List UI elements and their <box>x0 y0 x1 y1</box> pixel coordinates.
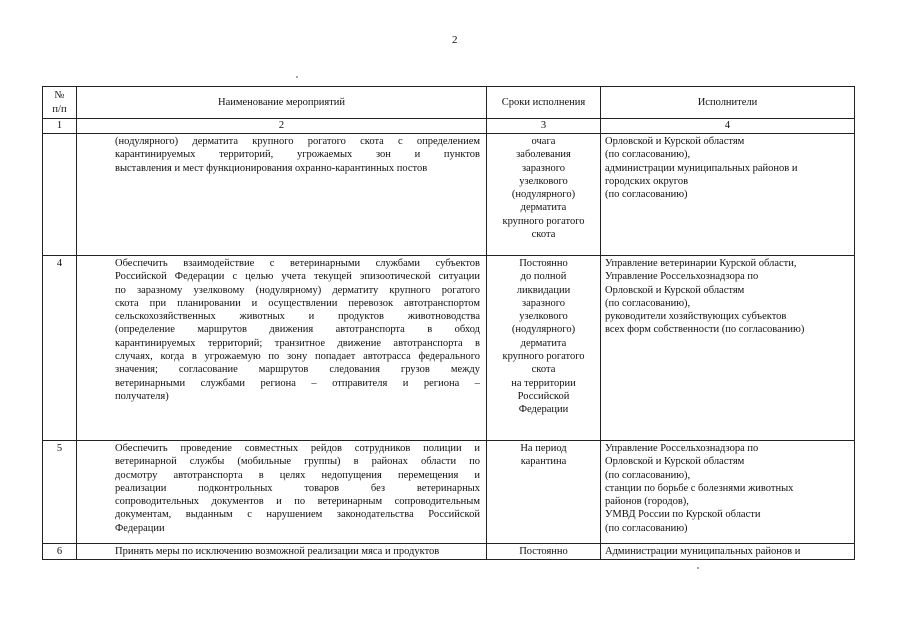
deadline-text-line: Федерации <box>518 404 569 416</box>
executors-text <box>601 134 855 256</box>
executors-text-line: (по согласованию), <box>605 149 691 161</box>
table-row <box>43 256 855 441</box>
executors-text-line: (по согласованию) <box>605 522 688 534</box>
measure-text-line: досмотру автотранспорта в целях недопущения перемещения и <box>115 469 480 481</box>
deadline-text <box>487 441 601 544</box>
executors-text <box>601 441 855 544</box>
executors-text-line: Орловской и Курской областям <box>605 284 745 296</box>
executors-text-line: всех форм собственности (по согласованию) <box>605 324 805 336</box>
scan-speck <box>296 76 298 78</box>
header-num <box>43 87 77 119</box>
row-number: 5 <box>43 441 77 544</box>
header-exec: Исполнители <box>601 87 855 119</box>
deadline-text-line: скота <box>531 229 556 241</box>
deadline-text-line: узелкового <box>519 175 568 187</box>
table-row <box>43 134 855 256</box>
measure-text-line: Принять меры по исключению возможной реализации мяса и продуктов <box>115 546 440 557</box>
executors-text-line: (по согласованию), <box>605 297 691 309</box>
measure-text-line: Российской Федерации с целью учета текущей эпизоотической ситуации <box>115 271 480 283</box>
measure-text-line: реализации подконтрольных товаров без ветеринарных <box>115 482 480 494</box>
measure-text <box>77 256 487 441</box>
executors-text-line: руководители хозяйствующих субъектов <box>605 311 787 323</box>
measure-text-line: скота при планировании и осуществлении перевозок автотранспортом <box>115 297 480 309</box>
header-num-line1: № <box>54 90 65 102</box>
measure-text-line: карантинируемых территорий; транзитное движение автотранспорта в <box>115 337 480 349</box>
executors-text-line: (по согласованию), <box>605 469 691 481</box>
measure-text-line: Федерации <box>115 522 165 534</box>
executors-text-line: Управление Россельхознадзора по <box>605 271 759 283</box>
executors-text-line: станции по борьбе с болезнями животных <box>605 482 794 494</box>
measure-text-line: ветеринарными службами региона – отправителя и региона – <box>115 377 480 389</box>
executors-text-line: (по согласованию) <box>605 189 688 201</box>
executors-text-line: районов (городов), <box>605 496 689 508</box>
executors-text <box>601 544 855 560</box>
deadline-text <box>487 256 601 441</box>
measure-text-line: Обеспечить проведение совместных рейдов сотрудников полиции и <box>115 443 480 454</box>
measure-text-line: документам, выданным с нарушением законодательства Российской <box>115 509 480 521</box>
measure-text-line: Обеспечить взаимодействие с ветеринарными службами субъектов <box>115 258 480 269</box>
measures-table <box>42 86 855 560</box>
measure-text-line: случаях, когда в угрожаемую по зону попадает автотрасса федерального <box>115 351 480 363</box>
executors-text-line: УМВД России по Курской области <box>605 509 761 521</box>
measure-text-line: значения; согласование маршрутов следования грузов между <box>115 364 480 376</box>
deadline-text-line: дерматита <box>520 337 567 349</box>
header-name: Наименование мероприятий <box>77 87 487 119</box>
deadline-text-line: на территории <box>511 377 576 389</box>
table-row <box>43 544 855 560</box>
executors-text-line: городских округов <box>605 175 689 187</box>
measure-text-line: ветеринарной службы (мобильные группы) в районах области по <box>115 456 480 468</box>
deadline-text-line: (нодулярного) <box>511 189 576 201</box>
deadline-text-line: до полной <box>520 271 567 283</box>
deadline-text-line: заразного <box>521 297 566 309</box>
column-number: 2 <box>77 119 487 134</box>
deadline-text-line: очага <box>531 136 556 147</box>
deadline-text-line: На период <box>520 443 567 454</box>
measure-text-line: сопроводительных документов и по ветеринарным сопроводительным <box>115 496 480 508</box>
executors-text-line: Управление ветеринарии Курской области, <box>605 258 797 269</box>
column-number-row <box>43 119 855 134</box>
deadline-text-line: карантина <box>520 456 567 468</box>
measure-text-line: карантинируемых территорий, угрожаемых зон и пунктов <box>115 149 480 161</box>
executors-text-line: Орловской и Курской областям <box>605 136 745 147</box>
page-number: 2 <box>452 34 458 46</box>
measure-text-line: выставления и мест функционирования охранно-карантинных постов <box>115 162 428 174</box>
table-header-row <box>43 87 855 119</box>
row-number <box>43 134 77 256</box>
scan-speck <box>697 567 699 569</box>
deadline-text-line: скота <box>531 364 556 376</box>
executors-text-line: администрации муниципальных районов и <box>605 162 798 174</box>
executors-text-line: Управление Россельхознадзора по <box>605 443 759 454</box>
measure-text <box>77 544 487 560</box>
measure-text-line: сельскохозяйственных животных и продуктов животноводства <box>115 311 480 323</box>
measure-text <box>77 134 487 256</box>
deadline-text-line: крупного рогатого <box>502 351 585 363</box>
measure-text-line: (определение маршрутов движения автотранспорта в обход <box>115 324 480 336</box>
deadline-text-line: заболевания <box>516 149 571 161</box>
header-num-line2: п/п <box>52 103 67 115</box>
column-number: 3 <box>487 119 601 134</box>
deadline-text-line: (нодулярного) <box>511 324 576 336</box>
deadline-text-line: дерматита <box>520 202 567 214</box>
measure-text-line: (нодулярного) дерматита крупного рогатого скота с определением <box>115 136 480 147</box>
deadline-text-line: узелкового <box>519 311 568 323</box>
deadline-text-line: заразного <box>521 162 566 174</box>
executors-text-line: Администрации муниципальных районов и <box>605 546 801 557</box>
table-row <box>43 441 855 544</box>
column-number: 1 <box>43 119 77 134</box>
deadline-text-line: Постоянно <box>519 546 568 557</box>
row-number: 4 <box>43 256 77 441</box>
executors-text <box>601 256 855 441</box>
deadline-text-line: крупного рогатого <box>502 215 585 227</box>
executors-text-line: Орловской и Курской областям <box>605 456 745 468</box>
deadline-text-line: ликвидации <box>516 284 571 296</box>
column-number: 4 <box>601 119 855 134</box>
deadline-text-line: Постоянно <box>519 258 568 269</box>
measure-text-line: получателя) <box>115 390 169 402</box>
measure-text <box>77 441 487 544</box>
deadline-text-line: Российской <box>517 390 570 402</box>
row-number: 6 <box>43 544 77 560</box>
measure-text-line: по заразному узелковому (нодулярному) дерматиту крупного рогатого <box>115 284 480 296</box>
header-term: Сроки исполнения <box>487 87 601 119</box>
deadline-text <box>487 134 601 256</box>
deadline-text <box>487 544 601 560</box>
